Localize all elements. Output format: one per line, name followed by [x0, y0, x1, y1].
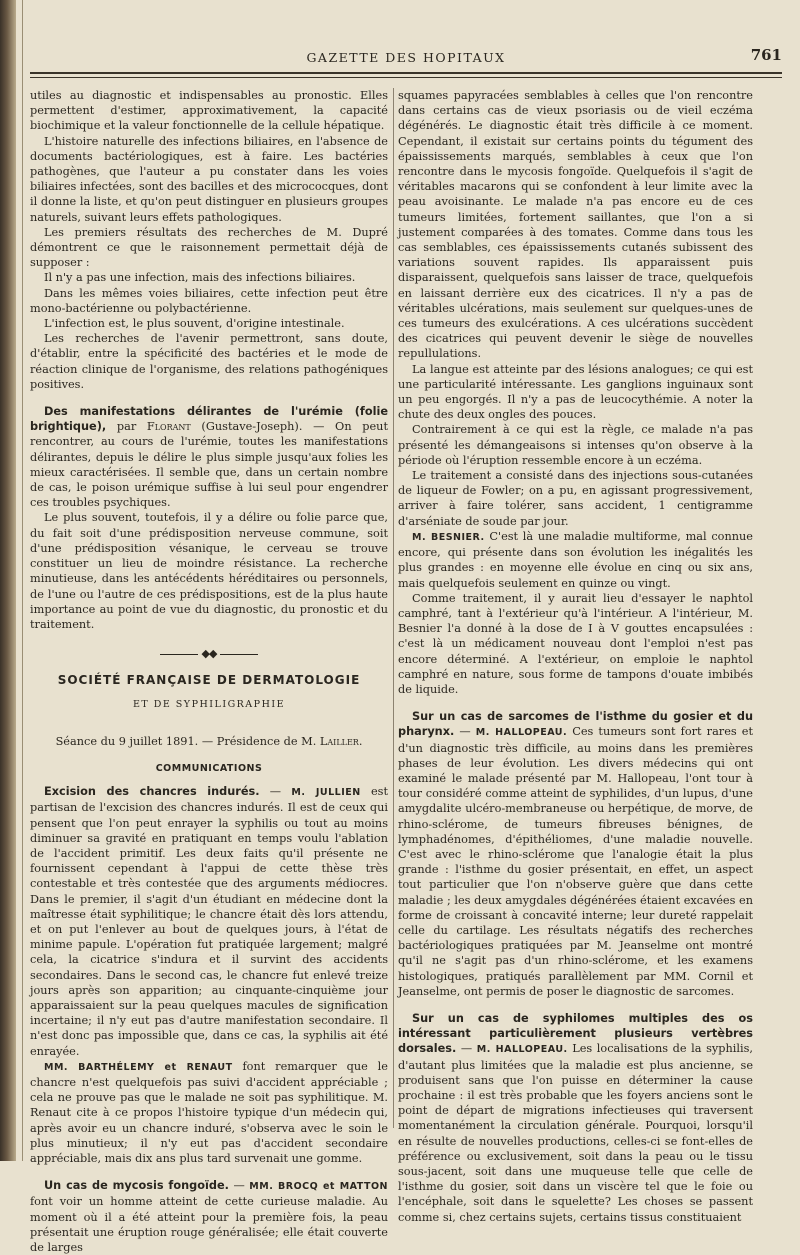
paragraph: Les recherches de l'avenir permettront, sans doute, d'établir, entre la spécificité des bactéries et le mode de réaction clinique de l'organisme, des relations pathogéniques positives.	[30, 332, 388, 391]
book-spine-shadow	[0, 0, 16, 1161]
paragraph: L'histoire naturelle des infections biliaires, en l'absence de documents bactériologiques, est à faire. Les bactéries pathogènes, que l'auteur a pu constater dans les voies biliaires infectées, sont des bacilles et des micrococques, dont il donne la liste, et qu'on peut distinguer en plusieurs groupes naturels, suivant leurs effets pathologiques.	[30, 134, 388, 224]
dash: —	[228, 1179, 250, 1193]
article-title: Excision des chancres indurés.	[44, 785, 260, 799]
column-divider	[393, 88, 394, 1128]
section-ornament: ◆◆	[30, 646, 388, 661]
paragraph: L'infection est, le plus souvent, d'origine intestinale.	[44, 317, 345, 331]
article-chancres	[30, 784, 388, 1059]
article-text: font remarquer que le chancre n'est quelquefois pas suivi d'accident appréciable ; cela ne prouve pas que le malade ne soit pas syphilitique. M. Renaut cite à ce propos l'histoire typique d'un médecin qui, après avoir eu un chancre induré, s'observa avec le soin le plus minutieux; il n'y eut pas d'accident secondaire appréciable, mais dix ans plus tard survenait une gomme.	[30, 1059, 388, 1165]
article-title: Sur un cas de syphilomes multiples des os intéressant particulièrement plusieurs vertèbres dorsales.	[398, 1011, 753, 1056]
article-syphilomes	[398, 1011, 753, 1225]
article-author: M. HALLOPEAU.	[475, 727, 568, 739]
article-author: M. JULLIEN	[291, 787, 361, 799]
header-rule	[30, 72, 782, 74]
article-text: (Gustave-Joseph). — On peut rencontrer, au cours de l'urémie, toutes les manifestations délirantes, depuis le délire le plus simple jusqu'aux folies les mieux caractérisées. Il semble que, dans un certain nombre de cas, le poison urémique suffise à lui seul pour engendrer ces troubles psychiques.	[30, 420, 388, 510]
spacer	[30, 392, 388, 404]
paragraph	[30, 1059, 388, 1166]
president-name: Lailler	[319, 734, 359, 748]
article-text: Ces tumeurs sont fort rares et d'un diagnostic très difficile, au moins dans les premières phases de leur évolution. Les divers médecins qui ont examiné le malade présenté par M. Hallopeau, l'ont tour à tour considéré comme atteint de syphilides, d'un lupus, d'une amygdalite ulcéro-membraneuse ou herpétique, de morve, de rhino-sclérome, de tumeurs fibreuses bénignes, de lymphadénomes, d'épithéliomes, d'une maladie nouvelle. C'est avec le rhino-sclérome que l'analogie était la plus grande : l'isthme du gosier présentait, en effet, un aspect tout particulier que l'on n'observe guère que dans cette maladie ; les deux amygdales dégénérées étaient excavées en forme de croissant à concavité interne; leur dureté rappelait celle du cartilage. Les résultats négatifs des recherches bactériologiques pratiquées par M. Jeanselme ont montré qu'il ne s'agit pas d'un rhino-sclérome, et les examens histologiques, pratiqués parallèlement par MM. Cornil et Jeanselme, ont permis de poser le diagnostic de sarcomes.	[398, 725, 753, 998]
spacer	[398, 697, 753, 709]
article-author: M. HALLOPEAU.	[476, 1044, 568, 1056]
seance-end: .	[358, 734, 363, 748]
left-column	[30, 88, 388, 1255]
article-uremie	[30, 404, 388, 510]
seance-text: Séance du 9 juillet 1891. — Présidence de M.	[55, 734, 320, 748]
spacer	[398, 999, 753, 1011]
dash: —	[259, 785, 292, 799]
seance-line	[30, 734, 388, 749]
paragraph: utiles au diagnostic et indispensables au pronostic. Elles permettent d'estimer, approximativement, la capacité biochimique et la valeur fonctionnelle de la cellule hépatique.	[30, 89, 388, 133]
page-header	[30, 46, 782, 68]
article-sarcomes	[398, 709, 753, 999]
paragraph: Le traitement a consisté dans des injections sous-cutanées de liqueur de Fowler; on a pu, en agissant progressivement, arriver à faire tolérer, sans accident, 1 centigramme d'arséniate de soude par jour.	[398, 469, 753, 528]
margin-line	[22, 0, 23, 1161]
communications-heading: COMMUNICATIONS	[155, 762, 263, 774]
article-text: C'est là une maladie multiforme, mal connue encore, qui présente dans son évolution les inégalités les plus grandes : en moyenne elle évolue en cinq ou six ans, mais quelquefois seulement en quinze ou vingt.	[398, 529, 753, 590]
right-column	[398, 88, 753, 1224]
byline-connector: par	[106, 420, 147, 434]
paragraph: Dans les mêmes voies biliaires, cette infection peut être mono-bactérienne ou polybactérienne.	[30, 286, 388, 315]
paragraph: Le plus souvent, toutefois, il y a délire ou folie parce que, du fait soit d'une prédisposition nerveuse commune, soit d'une prédisposition vésanique, le cerveau se trouve constituer un lieu de moindre résistance. La recherche minutieuse, dans les antécédents héréditaires ou personnels, de l'une ou l'autre de ces prédispositions, est de la plus haute importance au point de vue du diagnostic, du pronostic et du traitement.	[30, 511, 388, 631]
article-author: Florant	[146, 420, 191, 434]
article-text: est partisan de l'excision des chancres indurés. Il est de ceux qui pensent que l'on peut enrayer la syphilis ou tout au moins diminuer sa gravité en pratiquant en temps voulu l'ablation de l'accident primitif. Les deux faits qu'il présente ne fournissent cependant à l'appui de cette thèse très contestable et très contestée que des arguments médiocres. Dans le premier, il s'agit d'un étudiant en médecine dont la maîtresse était syphilitique; le chancre était dès lors attendu, et on put l'enlever au bout de quelques jours, à l'état de minime papule. L'opération fut pratiquée largement; malgré cela, la cicatrice s'indura et il survint des accidents secondaires. Dans le second cas, le chancre fut enlevé treize jours après son apparition; au cinquante-cinquième jour apparaissaient sur la peau quelques macules de signification incertaine; il n'y eut pas d'autre manifestation secondaire. Il n'est donc pas impossible que, dans ce cas, la syphilis ait été enrayée.	[30, 785, 388, 1058]
paragraph: Contrairement à ce qui est la règle, ce malade n'a pas présenté les démangeaisons si intenses qu'on observe à la période où l'éruption ressemble encore à un eczéma.	[398, 423, 753, 467]
article-text: Les localisations de la syphilis, d'autant plus limitées que la maladie est plus ancienne, se produisent sans que l'on puisse en déterminer la cause prochaine : il est très probable que les foyers anciens sont le point de départ de migrations infectieuses qui traversent momentanément la circulation générale. Pourquoi, lorsqu'il en résulte de nouvelles productions, celles-ci se font-elles de préférence ou exclusivement, soit dans la peau ou le tissu sous-jacent, soit dans une muqueuse telle que celle de l'isthme du gosier, soit dans un viscère tel que le foie ou l'encéphale, soit dans le squelette? Les choses se passent comme si, chez certains sujets, certains tissus constituaient	[398, 1042, 753, 1224]
header-rule-thin	[30, 77, 782, 78]
spacer	[30, 1166, 388, 1178]
running-title: GAZETTE DES HOPITAUX	[306, 50, 506, 65]
paragraph: squames papyracées semblables à celles que l'on rencontre dans certains cas de vieux psoriasis ou de vieil eczéma dégénérés. Le diagnostic était très difficile à ce moment. Cependant, il existait sur certains points du tégument des épaississements marqués, semblables à ceux que l'on rencontre dans le mycosis fongoïde. Quelquefois il s'agit de véritables macarons qui se confondent à leur limite avec la peau avoisinante. Le malade n'a pas encore eu de ces tumeurs limitées, fortement saillantes, que l'on a si justement comparées à des tomates. Comme dans tous les cas semblables, ces épaississements cutanés subissent des variations souvent rapides. Ils apparaissent puis disparaissent, quelquefois sans laisser de trace, quelquefois en laissant derrière eux des cicatrices. Il n'y a pas de véritables ulcérations, mais seulement sur quelques-unes de ces tumeurs des exulcérations. A ces ulcérations succèdent des cicatrices qui peuvent devenir le siège de nouvelles repullulations.	[398, 89, 753, 361]
paragraph: Il n'y a pas une infection, mais des infections biliaires.	[44, 271, 356, 285]
society-subtitle: ET DE SYPHILIGRAPHIE	[132, 698, 286, 710]
article-title: Un cas de mycosis fongoïde.	[44, 1179, 229, 1193]
article-text: font voir un homme atteint de cette curieuse maladie. Au moment où il a été atteint pour la première fois, la peau présentait une éruption rouge généralisée; elle était couverte de larges	[30, 1195, 388, 1255]
paragraph	[398, 529, 753, 591]
society-title: SOCIÉTÉ FRANÇAISE DE DERMATOLOGIE	[57, 673, 361, 688]
dash: —	[456, 1042, 477, 1056]
paragraph: Les premiers résultats des recherches de M. Dupré démontrent ce que le raisonnement permettait déjà de supposer :	[30, 225, 388, 270]
page-number: 761	[750, 46, 782, 64]
article-author: MM. BARTHÉLEMY et RENAUT	[44, 1061, 233, 1073]
article-author: MM. BROCQ et MATTON	[249, 1181, 388, 1193]
paragraph: Comme traitement, il y aurait lieu d'essayer le naphtol camphré, tant à l'extérieur qu'à l'intérieur. A l'intérieur, M. Besnier l'a donné à la dose de I à V gouttes encapsulées : c'est là un médicament nouveau dont l'emploi n'est pas encore déterminé. A l'extérieur, on emploie le naphtol camphré en nature, sous forme de tampons d'ouate imbibés de liquide.	[398, 591, 753, 696]
article-author: M. BESNIER.	[412, 531, 485, 543]
article-title: Sur un cas de sarcomes de l'isthme du gosier et du pharynx.	[398, 710, 753, 739]
dash: —	[454, 725, 476, 739]
article-title: Des manifestations délirantes de l'urémie (folie brightique),	[30, 405, 388, 434]
article-mycosis	[30, 1178, 388, 1255]
paragraph: La langue est atteinte par des lésions analogues; ce qui est une particularité intéressante. Les ganglions inguinaux sont un peu engorgés. Il n'y a pas de leucocythémie. A noter la chute des deux ongles des pouces.	[398, 362, 753, 422]
